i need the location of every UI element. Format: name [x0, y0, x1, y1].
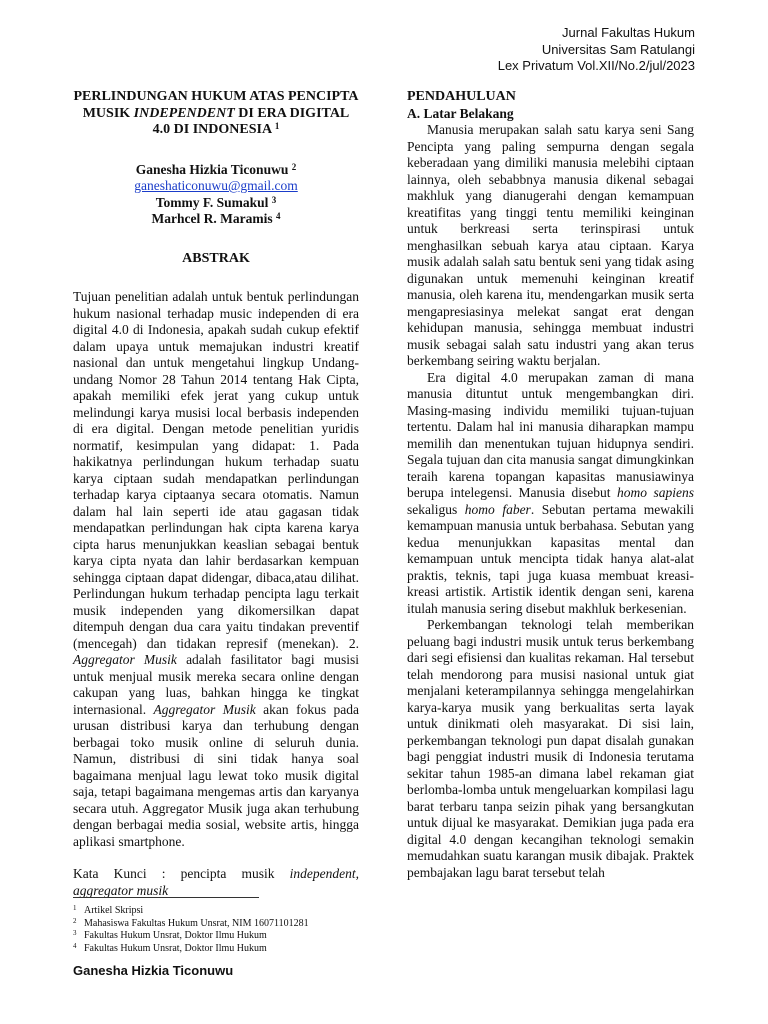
article-title [73, 89, 359, 139]
author-2 [73, 195, 359, 212]
title-text-italic: INDEPENDENT [133, 105, 235, 121]
author-block [73, 162, 359, 228]
keywords-label: Kata Kunci : pencipta musik [73, 866, 290, 881]
abstract-term-aggregator-2: Aggregator Musik [153, 701, 256, 717]
paragraph-2-part-2: sekaligus [407, 501, 465, 517]
abstract-heading: ABSTRAK [182, 250, 250, 266]
author-3-name: Marhcel R. Maramis [151, 211, 276, 226]
right-column [407, 89, 694, 881]
title-footnote-mark: 1 [274, 121, 280, 131]
author-email-link[interactable]: ganeshaticonuwu@gmail.com [134, 178, 298, 193]
introduction-heading: PENDAHULUAN [407, 89, 516, 104]
author-2-footnote-mark: 3 [271, 194, 277, 205]
term-homo-sapiens: homo sapiens [617, 485, 694, 500]
author-1-name: Ganesha Hizkia Ticonuwu [135, 161, 292, 177]
abstract-text [73, 289, 359, 850]
left-column [73, 89, 359, 899]
author-2-name: Tommy F. Sumakul [155, 194, 272, 210]
footnote-item: $^3$ Fakultas Hukum Unsrat, Doktor Ilmu Hukum [73, 929, 267, 941]
footnote-text: Artikel Skripsi [84, 905, 144, 916]
keywords [73, 866, 359, 899]
journal-header [395, 25, 695, 75]
body-paragraph-1: Manusia merupakan salah satu karya seni Sang Pencipta yang paling sempurna dengan segala keberadaan yang dimiliki manusia melebihi ciptaan lainnya, oleh sebabbnya manusia dikenal sebagai makhluk yang dianugerahi dengan kemampuan kreatifitas yang tinggi tentu memiliki keinginan untuk berkreasi serta terinspirasi untuk menghasilkan sebuah karya atau ciptaan. Karya musik adalah salah satu bentuk seni yang tidak asing digunakan untuk memenuhi keinginan kreatif manusia, oleh karena itu, mendengarkan musik serta mengapresiasinya melekat sangat erat dengan kehidupan manusia, sehingga membuat industri musik sebagai salah satu industri yang akan terus berkembang seiring waktu berjalan. [407, 122, 694, 368]
footnote-text: Mahasiswa Fakultas Hukum Unsrat, NIM 16071101281 [84, 917, 309, 929]
author-3-footnote-mark: 4 [275, 211, 281, 221]
footer-author-name: Ganesha Hizkia Ticonuwu [73, 963, 234, 978]
footnote-item: $^4$ Fakultas Hukum Unsrat, Doktor Ilmu Hukum [73, 941, 267, 954]
footnote-item: $^2$ Mahasiswa Fakultas Hukum Unsrat, NIM 16071101281 [73, 916, 309, 929]
paragraph-2-part-3: . Sebutan pertama mewakili kemampuan manusia untuk berbahasa. Sebutan yang kedua menunjukkan kapasitas mental dan kemampuan untuk mencipta tidak hanya alat-alat praktis, teknis, tapi juga kuasa membuat kreasi-kreasi artistik. Artistik identik dengan seni, karena itulah manusia sering disebut makhluk berkesenian. [407, 501, 694, 616]
term-homo-faber: homo faber [464, 501, 531, 517]
footnote-divider [73, 897, 259, 898]
body-paragraph-2 [407, 370, 694, 618]
author-1 [73, 162, 359, 179]
author-3 [73, 211, 359, 228]
footnotes [73, 905, 393, 955]
body-paragraph-3: Perkembangan teknologi telah memberikan peluang bagi industri musik untuk terus berkembang dari segi efisiensi dan kualitas rekaman. Hal tersebut telah mendorong para musisi nasional untuk giat menjalani keterampilannya sehingga mengelahirkan karya-karya musik yang berkualitas serta layak untuk dinikmati oleh masyarakat. Di sisi lain, perkembangan teknologi pun dapat disalah gunakan bagi penggiat industri musik di Indonesia terutama sekitar tahun 1985-an dimana label rekaman giat berlomba-lomba untuk mengeluarkan kompilasi lagu barat terbaru tanpa seizin pihak yang bersangkutan untuk dijual ke masyarakat. Demikian juga pada era digital 4.0 dengan kecangihan teknologi semakin memudahkan suatu karangan musik dibajak. Praktek pembajakan lagu barat tersebut telah [407, 617, 694, 880]
background-subheading: A. Latar Belakang [407, 105, 514, 121]
footnote-text: Fakultas Hukum Unsrat, Doktor Ilmu Hukum [84, 930, 267, 941]
keywords-terms: independent, aggregator musik [73, 866, 359, 898]
title-text-2: DI ERA DIGITAL 4.0 DI INDONESIA [152, 105, 350, 137]
footnote-text: Fakultas Hukum Unsrat, Doktor Ilmu Hukum [84, 942, 267, 954]
university-name: Universitas Sam Ratulangi [541, 41, 695, 57]
journal-volume: Lex Privatum Vol.XII/No.2/jul/2023 [497, 58, 695, 73]
journal-name: Jurnal Fakultas Hukum [562, 25, 695, 40]
title-text-1: PERLINDUNGAN HUKUM ATAS PENCIPTA MUSIK [73, 89, 359, 121]
abstract-part-3: akan fokus pada urusan distribusi karya dan terhubung dengan berbagai toko musik online di seluruh dunia. Namun, distribusi di sini tidak hanya soal bagaimana menjual lagu lewat toko musik digital saja, tetapi bagaimana mengemas artis dan karyanya secara utuh. Aggregator Musik juga akan terhubung dengan berbagai media sosial, website artis, hingga aplikasi smartphone. [73, 701, 359, 849]
paragraph-2-part-1: Era digital 4.0 merupakan zaman di mana manusia dituntut untuk mengembangkan diri. Masing-masing individu memiliki tujuan-tujuan tertentu. Dalam hal ini manusia diharapkan mampu memilih dan menentukan tujuan hidupnya sendiri. Segala tujuan dan cita manusia sangat dimungkinkan teraih karena topangan kapasitas manusiawinya berupa intelegensi. Manusia disebut [407, 369, 694, 500]
abstract-part-2: adalah fasilitator bagi musisi untuk menjual musik mereka secara online dengan cakupan yang luas, bahkan hingga ke tingkat internasional. [73, 652, 359, 717]
author-1-footnote-mark: 2 [291, 161, 297, 172]
abstract-part-1: Tujuan penelitian adalah untuk bentuk perlindungan hukum nasional terhadap music independen di era digital 4.0 di Indonesia, apakah sudah cukup efektif dalam upaya untuk memajukan industri kreatif nasional dan untuk mengetahui lingkup Undang-undang Nomor 28 Tahun 2014 tentang Hak Cipta, apakah memiliki efek jerat yang cukup untuk melindungi karya musisi local berbasis independen di era digital. Dengan metode penelitian yuridis normatif, kesimpulan yang didapat: 1. Pada hakikatnya perlindungan hukum terhadap suatu karya ciptaan sudah mendapatkan perlindungan terhadap karya ciptaanya secara otomatis. Namun dalam hal lain seperti ide atau gagasan tidak mendapatkan perlindungan hak cipta karena karya cipta harus menunjukkan keaslian sebagai bentuk karya cipta nyata dan lahir berdasarkan kempuan sehingga ciptaan dapat didengar, dibaca,atau dilihat. Perlindungan hukum terhadap pencipta lagu terkait musik independen yang dikomersilkan dapat ditempuh dengan dua cara yaitu tindakan preventif (mencegah) dan tidakan represif (menekan). 2. [73, 289, 359, 651]
footnote-item: $^1$ Artikel Skripsi [73, 904, 144, 916]
abstract-term-aggregator-1: Aggregator Musik [73, 652, 177, 667]
